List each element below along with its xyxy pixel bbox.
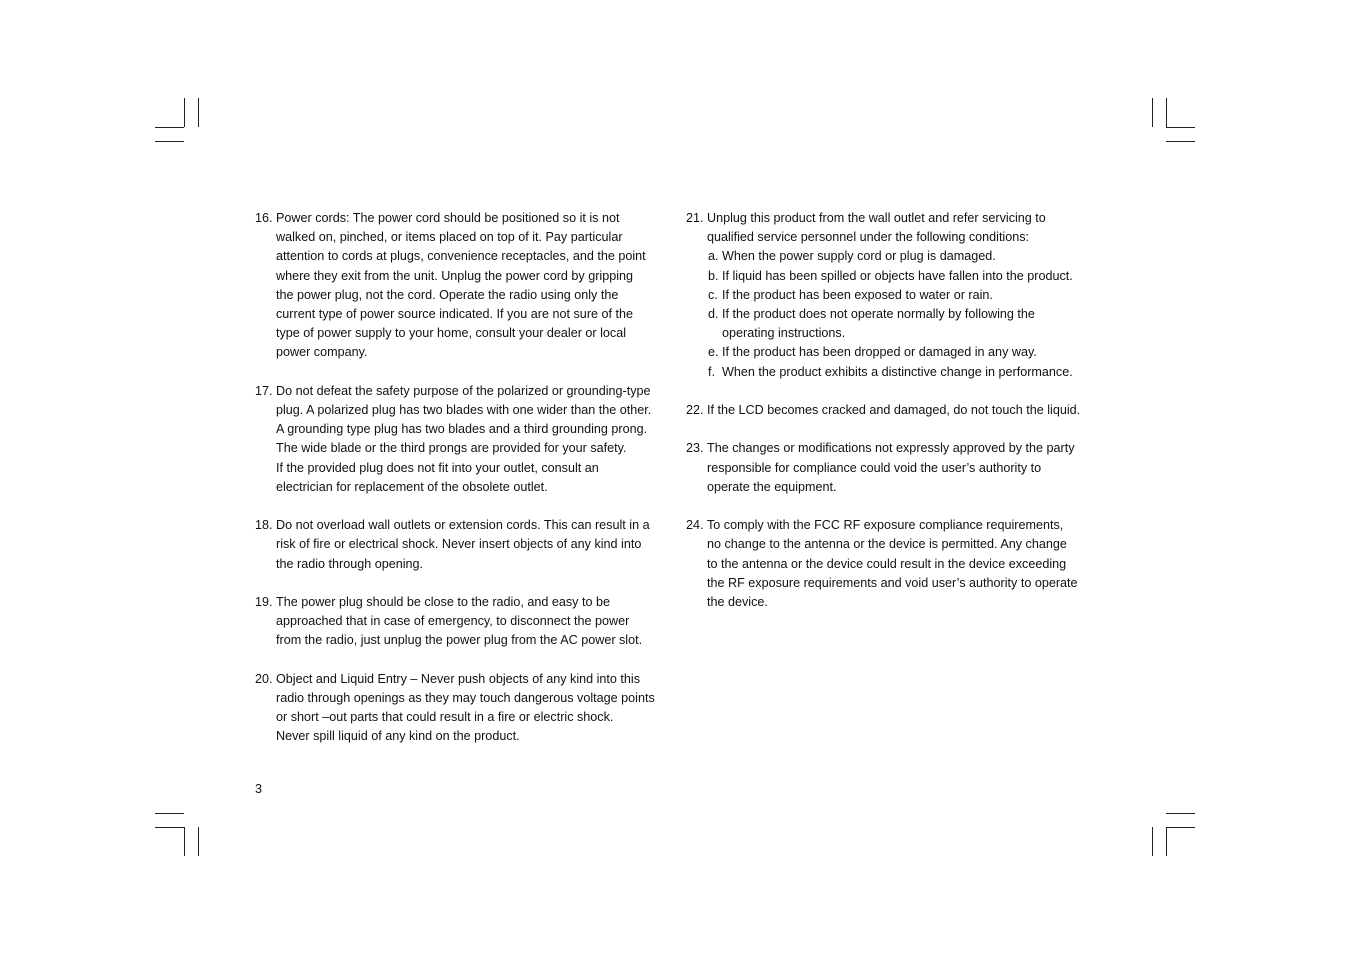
- condition-letter: b.: [708, 268, 719, 283]
- right-column: [686, 209, 1096, 631]
- crop-mark-bottom-right-h2: [1166, 827, 1195, 828]
- item-number: 24.: [686, 518, 704, 533]
- item-text: [707, 516, 1096, 612]
- item-line: radio through openings as they may touch dangerous voltage points: [276, 691, 655, 706]
- condition-text: [722, 305, 1035, 343]
- condition-text: When the power supply cord or plug is damaged.: [722, 249, 996, 264]
- crop-mark-top-left-v1: [184, 98, 185, 127]
- item-line: the radio through opening.: [276, 556, 424, 571]
- item-text: [276, 382, 675, 497]
- item-line: Unplug this product from the wall outlet and refer servicing to: [707, 211, 1046, 225]
- condition-b: [707, 267, 1096, 286]
- page-number: 3: [255, 782, 263, 796]
- item-line: qualified service personnel under the following conditions:: [707, 230, 1030, 245]
- crop-mark-top-left-h1: [155, 127, 184, 128]
- item-number: 17.: [255, 383, 273, 398]
- item-line: electrician for replacement of the obsolete outlet.: [276, 479, 548, 494]
- condition-letter: f.: [708, 364, 715, 379]
- condition-text: If liquid has been spilled or objects have fallen into the product.: [722, 268, 1073, 283]
- item-number: 19.: [255, 595, 273, 610]
- item-line: risk of fire or electrical shock. Never insert objects of any kind into: [276, 537, 642, 552]
- item-number: 23.: [686, 441, 704, 456]
- item-text: [276, 670, 675, 747]
- item-line: attention to cords at plugs, convenience receptacles, and the point: [276, 249, 646, 264]
- item-line: walked on, pinched, or items placed on top of it. Pay particular: [276, 230, 623, 245]
- item-line: The wide blade or the third prongs are provided for your safety.: [276, 441, 627, 456]
- item-line: If the LCD becomes cracked and damaged, do not touch the liquid.: [707, 403, 1081, 418]
- condition-letter: e.: [708, 345, 719, 360]
- item-number: 20.: [255, 671, 273, 686]
- crop-mark-top-left-h2: [155, 141, 184, 142]
- item-line: no change to the antenna or the device is permitted. Any change: [707, 537, 1067, 552]
- condition-letter: a.: [708, 249, 719, 264]
- safety-item-21: [686, 209, 1096, 382]
- condition-e: [707, 343, 1096, 362]
- crop-mark-bottom-right-h1: [1166, 813, 1195, 814]
- item-number: 21.: [686, 211, 704, 225]
- item-number: 18.: [255, 518, 273, 533]
- condition-c: [707, 286, 1096, 305]
- safety-item-16: [255, 209, 675, 363]
- crop-mark-top-right-h2: [1166, 141, 1195, 142]
- condition-letter: c.: [708, 287, 718, 302]
- safety-item-17: [255, 382, 675, 497]
- item-line: to the antenna or the device could result in the device exceeding: [707, 556, 1067, 571]
- item-line: type of power supply to your home, consult your dealer or local: [276, 326, 627, 341]
- item-text: [276, 209, 675, 363]
- item-line: power company.: [276, 345, 368, 360]
- condition-f: [707, 363, 1096, 382]
- item-line: The power plug should be close to the radio, and easy to be: [276, 595, 610, 610]
- item-line: Object and Liquid Entry – Never push objects of any kind into this: [276, 671, 641, 686]
- crop-mark-bottom-left-h1: [155, 813, 184, 814]
- item-line: the device.: [707, 595, 768, 610]
- item-line: current type of power source indicated. If you are not sure of the: [276, 307, 634, 322]
- item-line: To comply with the FCC RF exposure compliance requirements,: [707, 518, 1064, 533]
- item-line: operate the equipment.: [707, 479, 837, 494]
- safety-item-18: [255, 516, 675, 574]
- crop-mark-top-right-v1: [1152, 98, 1153, 127]
- safety-item-20: [255, 670, 675, 747]
- item-text: [707, 401, 1096, 420]
- condition-text: If the product has been dropped or damaged in any way.: [722, 345, 1037, 360]
- crop-mark-top-left-v2: [198, 98, 199, 127]
- item-line: approached that in case of emergency, to disconnect the power: [276, 614, 630, 629]
- item-line: Do not overload wall outlets or extension cords. This can result in a: [276, 518, 650, 533]
- condition-line: If the product does not operate normally by following the: [722, 307, 1035, 322]
- condition-text: If the product has been exposed to water or rain.: [722, 287, 993, 302]
- item-line: Power cords: The power cord should be positioned so it is not: [276, 211, 620, 225]
- item-text: [276, 516, 675, 574]
- item-line: responsible for compliance could void the user’s authority to: [707, 460, 1042, 475]
- item-line: Do not defeat the safety purpose of the polarized or grounding-type: [276, 383, 651, 398]
- item-line: A grounding type plug has two blades and a third grounding prong.: [276, 422, 648, 437]
- crop-mark-top-right-h1: [1166, 127, 1195, 128]
- condition-letter: d.: [708, 307, 719, 322]
- condition-line: operating instructions.: [722, 326, 846, 341]
- crop-mark-bottom-right-v2: [1166, 827, 1167, 856]
- item-text: [707, 439, 1096, 497]
- crop-mark-bottom-left-v2: [198, 827, 199, 856]
- safety-item-19: [255, 593, 675, 651]
- item-line: the power plug, not the cord. Operate the radio using only the: [276, 287, 619, 302]
- safety-item-23: [686, 439, 1096, 497]
- crop-mark-bottom-left-h2: [155, 827, 184, 828]
- item-line: the RF exposure requirements and void user’s authority to operate: [707, 575, 1078, 590]
- condition-text: When the product exhibits a distinctive change in performance.: [722, 364, 1073, 379]
- item-line: plug. A polarized plug has two blades with one wider than the other.: [276, 403, 652, 418]
- item-number: 22.: [686, 403, 704, 418]
- item-number: 16.: [255, 211, 273, 225]
- item-text: [707, 209, 1096, 382]
- safety-item-24: [686, 516, 1096, 612]
- item-line: If the provided plug does not fit into your outlet, consult an: [276, 460, 599, 475]
- crop-mark-top-right-v2: [1166, 98, 1167, 127]
- crop-mark-bottom-right-v1: [1152, 827, 1153, 856]
- item-line: where they exit from the unit. Unplug the power cord by gripping: [276, 268, 634, 283]
- safety-item-22: [686, 401, 1096, 420]
- item-text: [276, 593, 675, 651]
- item-line: Never spill liquid of any kind on the product.: [276, 729, 520, 744]
- condition-d: [707, 305, 1096, 343]
- crop-mark-bottom-left-v1: [184, 827, 185, 856]
- condition-a: [707, 247, 1096, 266]
- item-line: from the radio, just unplug the power plug from the AC power slot.: [276, 633, 643, 648]
- left-column: [255, 209, 675, 766]
- item-line: The changes or modifications not expressly approved by the party: [707, 441, 1075, 456]
- item-line: or short –out parts that could result in a fire or electric shock.: [276, 710, 614, 725]
